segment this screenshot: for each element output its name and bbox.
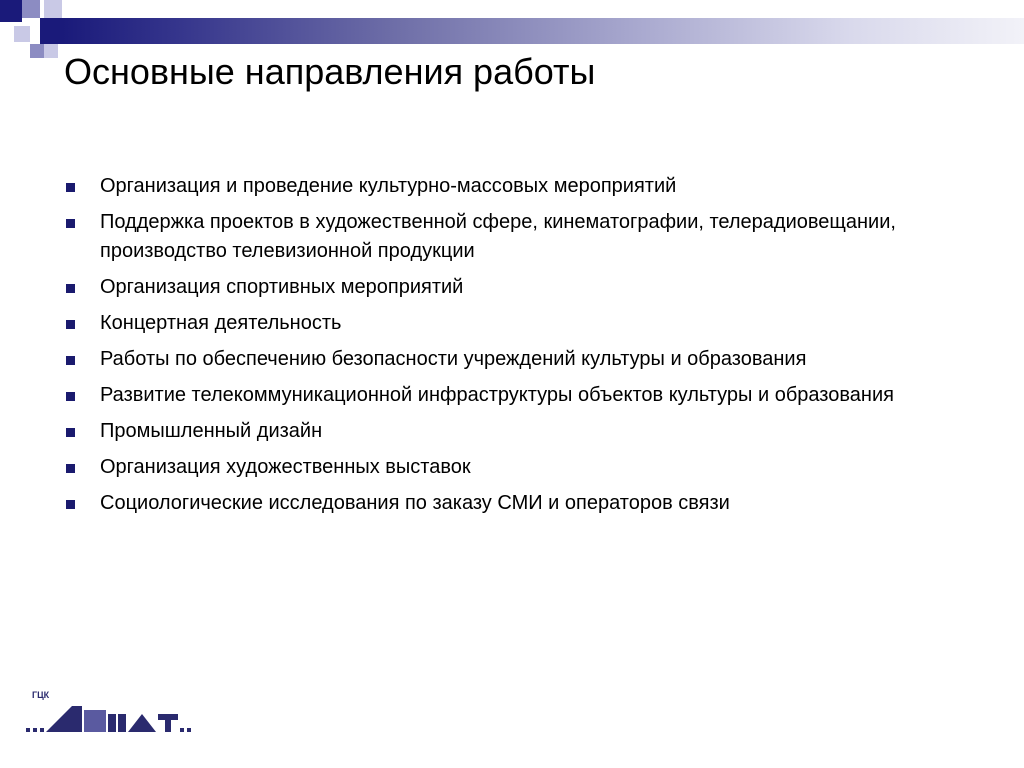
logo-mark-icon xyxy=(24,700,194,746)
list-item xyxy=(64,208,984,266)
square-bullet-icon xyxy=(66,428,75,437)
list-item-text: Работы по обеспечению безопасности учреждений культуры и образования xyxy=(100,348,807,370)
square-bullet-icon xyxy=(66,392,75,401)
list-item-text: Промышленный дизайн xyxy=(100,420,323,442)
square-bullet-icon xyxy=(66,500,75,509)
square-bullet-icon xyxy=(66,183,75,192)
square-bullet-icon xyxy=(66,464,75,473)
list-item xyxy=(64,309,984,338)
square-bullet-icon xyxy=(66,284,75,293)
list-item xyxy=(64,453,984,482)
list-item-text: Организация и проведение культурно-массовых мероприятий xyxy=(100,175,677,197)
square-bullet-icon xyxy=(66,219,75,228)
list-item-text: Концертная деятельность xyxy=(100,312,342,334)
list-item xyxy=(64,273,984,302)
list-item-text: Социологические исследования по заказу СМИ и операторов связи xyxy=(100,492,730,514)
list-item xyxy=(64,489,984,518)
logo-text: ГЦК xyxy=(32,690,50,700)
list-item xyxy=(64,172,984,201)
list-item-text: Организация художественных выставок xyxy=(100,456,471,478)
list-item xyxy=(64,381,984,410)
list-item-text: Организация спортивных мероприятий xyxy=(100,276,464,298)
slide-title: Основные направления работы xyxy=(64,51,596,92)
company-logo xyxy=(24,690,194,746)
list-item xyxy=(64,345,984,374)
list-item-text: Поддержка проектов в художественной сфере, кинематографии, телерадиовещании, производство телевизионной продукции xyxy=(100,211,896,262)
list-item xyxy=(64,417,984,446)
list-item-text: Развитие телекоммуникационной инфраструктуры объектов культуры и образования xyxy=(100,384,894,406)
square-bullet-icon xyxy=(66,320,75,329)
square-bullet-icon xyxy=(66,356,75,365)
title-gradient-bar xyxy=(62,18,1024,44)
bullet-list xyxy=(64,172,984,525)
